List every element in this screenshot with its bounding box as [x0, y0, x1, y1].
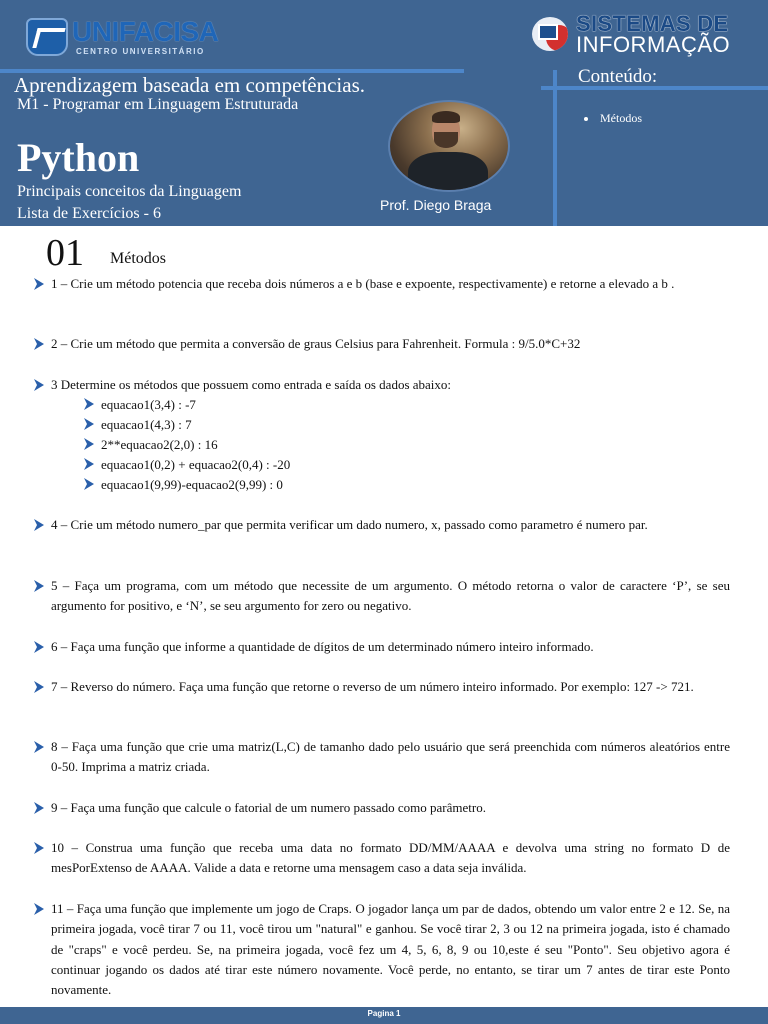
arrow-bullet-icon	[34, 842, 44, 854]
header-title: Aprendizagem baseada em competências.	[14, 73, 366, 97]
si-logo-line2: INFORMAÇÃO	[576, 32, 731, 57]
unifacisa-logo	[26, 16, 256, 60]
exercise-item: 2 – Crie um método que permita a conversão de graus Celsius para Fahrenheit. Formula : 9/5.0*C+32	[34, 334, 730, 354]
arrow-bullet-icon	[34, 741, 44, 753]
section-title: Métodos	[110, 250, 166, 267]
exercise-item: 8 – Faça uma função que crie uma matriz(L,C) de tamanho dado pelo usuário que será preenchida com números aleatórios entre 0-50. Imprima a matriz criada.	[34, 737, 730, 778]
computer-icon	[532, 17, 568, 51]
arrow-bullet-icon	[34, 580, 44, 592]
arrow-bullet-icon	[84, 398, 94, 410]
sub-item: equacao1(3,4) : -7	[84, 395, 196, 415]
exercise-item: 11 – Faça uma função que implemente um jogo de Craps. O jogador lança um par de dados, obtendo um valor entre 2 e 12. Se, na primeira jogada, você tirar 7 ou 11, você tirou um "natural" e ganhou. Se você tirar 2, 3 ou 12 na primeira jogada, isto é chamado de "craps" e você perdeu. Se, na primeira jogada, você fez um 4, 5, 6, 8, 9 ou 10,este é seu "Ponto". Seu objetivo agora é continuar jogando os dados até tirar este número novamente. Você perde, no entanto, se tirar um 7 antes de tirar este Ponto novamente.	[34, 899, 730, 1000]
exercise-item: 3 Determine os métodos que possuem como entrada e saída os dados abaixo:	[34, 375, 730, 395]
page-footer	[0, 1007, 768, 1024]
exercise-item: 9 – Faça uma função que calcule o fatorial de um numero passado como parâmetro.	[34, 798, 730, 818]
professor-name: Prof. Diego Braga	[380, 197, 492, 213]
sub-item: 2**equacao2(2,0) : 16	[84, 435, 218, 455]
arrow-bullet-icon	[84, 418, 94, 430]
arrow-bullet-icon	[34, 802, 44, 814]
contents-list	[584, 110, 642, 126]
professor-photo	[388, 100, 510, 192]
arrow-bullet-icon	[84, 478, 94, 490]
exercise-item: 7 – Reverso do número. Faça uma função que retorne o reverso de um número inteiro informado. Por exemplo: 127 -> 721.	[34, 677, 730, 697]
sub-item: equacao1(4,3) : 7	[84, 415, 192, 435]
arrow-bullet-icon	[34, 519, 44, 531]
arrow-bullet-icon	[34, 903, 44, 915]
contents-item: Métodos	[584, 110, 642, 126]
bullet-icon	[584, 117, 588, 121]
arrow-bullet-icon	[34, 641, 44, 653]
exercise-list-title: Lista de Exercícios - 6	[17, 205, 161, 222]
course-subtitle: Principais conceitos da Linguagem	[17, 183, 242, 200]
arrow-bullet-icon	[84, 458, 94, 470]
arrow-bullet-icon	[84, 438, 94, 450]
exercise-item: 10 – Construa uma função que receba uma data no formato DD/MM/AAAA e devolva uma string no formato D de mesPorExtenso de AAAA. Valide a data e retorne uma mensagem caso a data seja inválida.	[34, 838, 730, 879]
page-number: Pagina 1	[367, 1009, 401, 1018]
sub-item: equacao1(9,99)-equacao2(9,99) : 0	[84, 475, 283, 495]
sub-item: equacao1(0,2) + equacao2(0,4) : -20	[84, 455, 290, 475]
logo-subtitle: CENTRO UNIVERSITÁRIO	[76, 47, 205, 56]
logo-name: UNIFACISA	[72, 16, 219, 47]
arrow-bullet-icon	[34, 278, 44, 290]
sistemas-informacao-logo	[532, 11, 762, 58]
exercise-item: 6 – Faça uma função que informe a quantidade de dígitos de um determinado número inteiro informado.	[34, 637, 730, 657]
module-title: M1 - Programar em Linguagem Estruturada	[17, 96, 299, 113]
si-logo-line1: SISTEMAS DE	[576, 11, 729, 36]
arrow-bullet-icon	[34, 338, 44, 350]
page-header	[0, 0, 768, 226]
course-title: Python	[17, 135, 140, 180]
section-number: 01	[46, 232, 84, 274]
exercise-item: 1 – Crie um método potencia que receba dois números a e b (base e expoente, respectivamente) e retorne a elevado a b .	[34, 274, 730, 294]
arrow-bullet-icon	[34, 379, 44, 391]
exercise-item: 4 – Crie um método numero_par que permita verificar um dado numero, x, passado como parametro é numero par.	[34, 515, 730, 535]
contents-title: Conteúdo:	[578, 66, 658, 87]
divider-line	[553, 70, 557, 226]
arrow-bullet-icon	[34, 681, 44, 693]
shield-icon	[26, 18, 68, 56]
exercise-item: 5 – Faça um programa, com um método que necessite de um argumento. O método retorna o valor de caractere ‘P’, se seu argumento for positivo, e ‘N’, se seu argumento for zero ou negativo.	[34, 576, 730, 617]
